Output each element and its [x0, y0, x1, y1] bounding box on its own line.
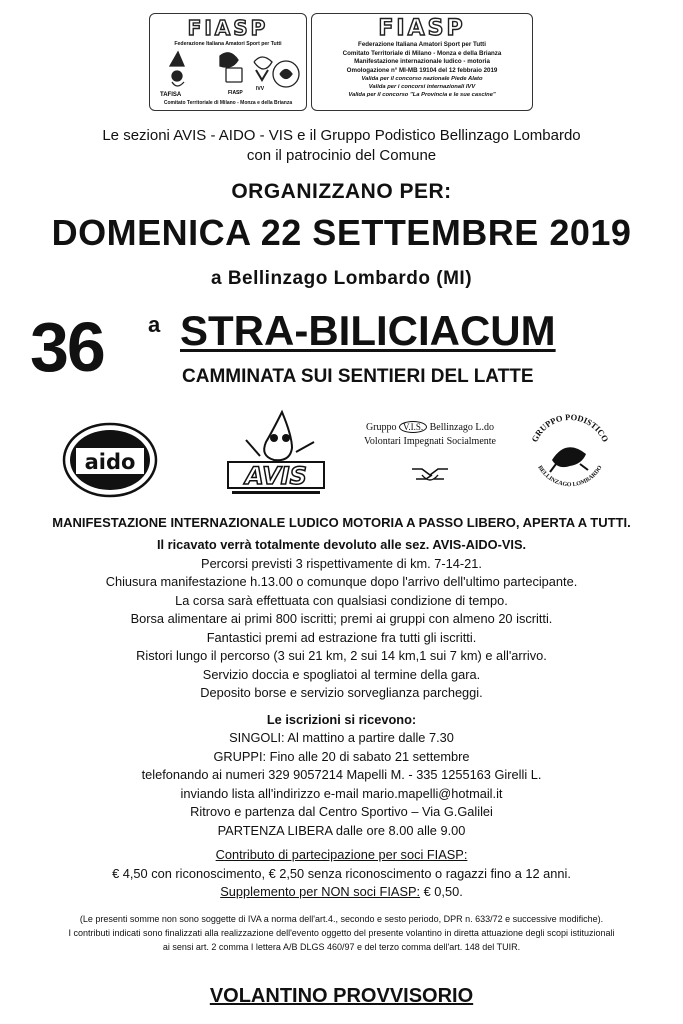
detail-line: La corsa sarà effettuata con qualsiasi condizione di tempo. — [175, 592, 508, 608]
detail-line: Deposito borse e servizio sorveglianza parcheggi. — [200, 685, 483, 700]
fiasp-wordmark: FIASP — [378, 16, 466, 41]
legal-notes — [30, 912, 653, 954]
supplement-label: Supplemento per NON soci FIASP: — [220, 884, 421, 899]
fiasp-logo-text: IVV — [256, 86, 265, 92]
event-date: DOMENICA 22 SETTEMBRE 2019 — [51, 212, 632, 253]
registration-line: telefonando ai numeri 329 9057214 Mapelli M. - 335 1255163 Girelli L. — [141, 767, 542, 782]
fiasp-committee: Comitato Territoriale di Milano - Monza e della Brianza — [163, 100, 293, 106]
registration-line: inviando lista all'indirizzo e-mail mario.mapelli@hotmail.it — [180, 785, 503, 801]
organizers-text — [0, 126, 683, 166]
gp-arc-bottom: BELLINZAGO LOMBARDO — [536, 464, 604, 489]
detail-line: Ristori lungo il percorso (3 sui 21 km, 2 sui 14 km,1 sui 7 km) e all'arrivo. — [136, 648, 547, 663]
avis-logo-text: AVIS — [245, 462, 307, 490]
aido-logo-text: aido — [84, 450, 136, 474]
fiasp-validity: Valida per il concorso "La Provincia e le sue cascine" — [348, 92, 496, 99]
event-subtitle: CAMMINATA SUI SENTIERI DEL LATTE — [182, 366, 534, 387]
fiasp-logo-box — [149, 13, 307, 111]
registration-line: Ritrovo e partenza dal Centro Sportivo – Via G.Galilei — [190, 804, 493, 819]
fiasp-validity: Valida per il concorso nazionale Piede Alato — [361, 76, 483, 82]
edition-number: 36 — [30, 308, 104, 386]
event-title: STRA-BILICIACUM — [180, 307, 556, 354]
vis-logo — [360, 420, 500, 487]
detail-line: Borsa alimentare ai primi 800 iscritti; premi ai gruppi con almeno 20 iscritti. — [130, 611, 553, 626]
fiasp-validity: Valida per i concorsi internazionali IVV — [368, 84, 476, 91]
fiasp-line: Comitato Territoriale di Milano - Monza e della Brianza — [342, 49, 502, 57]
fiasp-wordmark: FIASP — [187, 16, 269, 40]
fee-heading: Contributo di partecipazione per soci FIASP: — [215, 847, 468, 862]
registration-heading: Le iscrizioni si ricevono: — [266, 711, 417, 727]
fiasp-homologation-box — [311, 13, 533, 111]
fiasp-emblems-icon — [150, 46, 306, 102]
detail-line: Chiusura manifestazione h.13.00 o comunque dopo l'arrivo dell'ultimo partecipante. — [105, 574, 578, 589]
fee-line: € 4,50 con riconoscimento, € 2,50 senza riconoscimento o ragazzi fino a 12 anni. — [112, 865, 571, 881]
fiasp-line: Omologazione n° MI-MB 19104 del 12 febbraio 2019 — [346, 66, 498, 74]
registration-line: PARTENZA LIBERA dalle ore 8.00 alle 9.00 — [217, 822, 466, 838]
handshake-icon — [410, 461, 450, 487]
avis-logo-icon — [220, 408, 330, 500]
fiasp-line: Manifestazione internazionale ludico - motoria — [354, 58, 490, 65]
sponsor-logos — [0, 402, 683, 502]
provisional-flyer-label: VOLANTINO PROVVISORIO — [209, 985, 474, 1007]
fiasp-logo-text: FIASP — [228, 90, 243, 96]
supplement-line — [0, 883, 683, 902]
detail-line: Fantastici premi ad estrazione fra tutti gli iscritti. — [206, 629, 477, 645]
event-headline: MANIFESTAZIONE INTERNAZIONALE LUDICO MOTORIA A PASSO LIBERO, APERTA A TUTTI. — [52, 515, 631, 530]
vis-logo-line: Gruppo V.I.S. Bellinzago L.do — [365, 422, 495, 433]
organize-heading: ORGANIZZANO PER: — [231, 180, 452, 203]
edition-ordinal: a — [148, 312, 161, 337]
event-place: a Bellinzago Lombardo (MI) — [210, 268, 473, 289]
registration-line: SINGOLI: Al mattino a partire dalle 7.30 — [229, 730, 454, 745]
detail-line: Servizio doccia e spogliatoi al termine della gara. — [202, 666, 481, 682]
legal-line: ai sensi art. 2 comma I lettera A/B DLGS 460/97 e del terzo comma dell'art. 148 del TUIR. — [162, 942, 521, 952]
detail-line: Percorsi previsti 3 rispettivamente di km. 7-14-21. — [201, 555, 482, 571]
fiasp-line: Federazione Italiana Amatori Sport per Tutti — [358, 41, 486, 48]
event-details — [0, 536, 683, 902]
legal-line: I contributi indicati sono finalizzati alla realizzazione dell'evento oggetto del presente volantino in diretta attuazione degli scopi istituzionali — [68, 928, 615, 938]
fiasp-logo-text: TAFISA — [160, 92, 182, 98]
patronage-line: con il patrocinio del Comune — [246, 147, 437, 164]
vis-logo-line: Volontari Impegnati Socialmente — [363, 436, 496, 447]
fiasp-subtitle: Federazione Italiana Amatori Sport per Tutti — [174, 41, 282, 47]
gp-arc-top: GRUPPO PODISTICO — [529, 411, 611, 444]
detail-line: Il ricavato verrà totalmente devoluto alle sez. AVIS-AIDO-VIS. — [156, 537, 527, 552]
registration-line: GRUPPI: Fino alle 20 di sabato 21 settembre — [213, 748, 470, 764]
legal-line: (Le presenti somme non sono soggette di IVA a norma dell'art.4., secondo e sesto periodo, DPR n. 633/72 e successive modifiche). — [79, 914, 604, 924]
aido-logo-icon — [62, 422, 158, 498]
gruppo-podistico-logo-icon — [522, 404, 618, 500]
supplement-value: € 0,50. — [420, 884, 463, 899]
organizers-line: Le sezioni AVIS - AIDO - VIS e il Gruppo Podistico Bellinzago Lombardo — [102, 127, 581, 144]
